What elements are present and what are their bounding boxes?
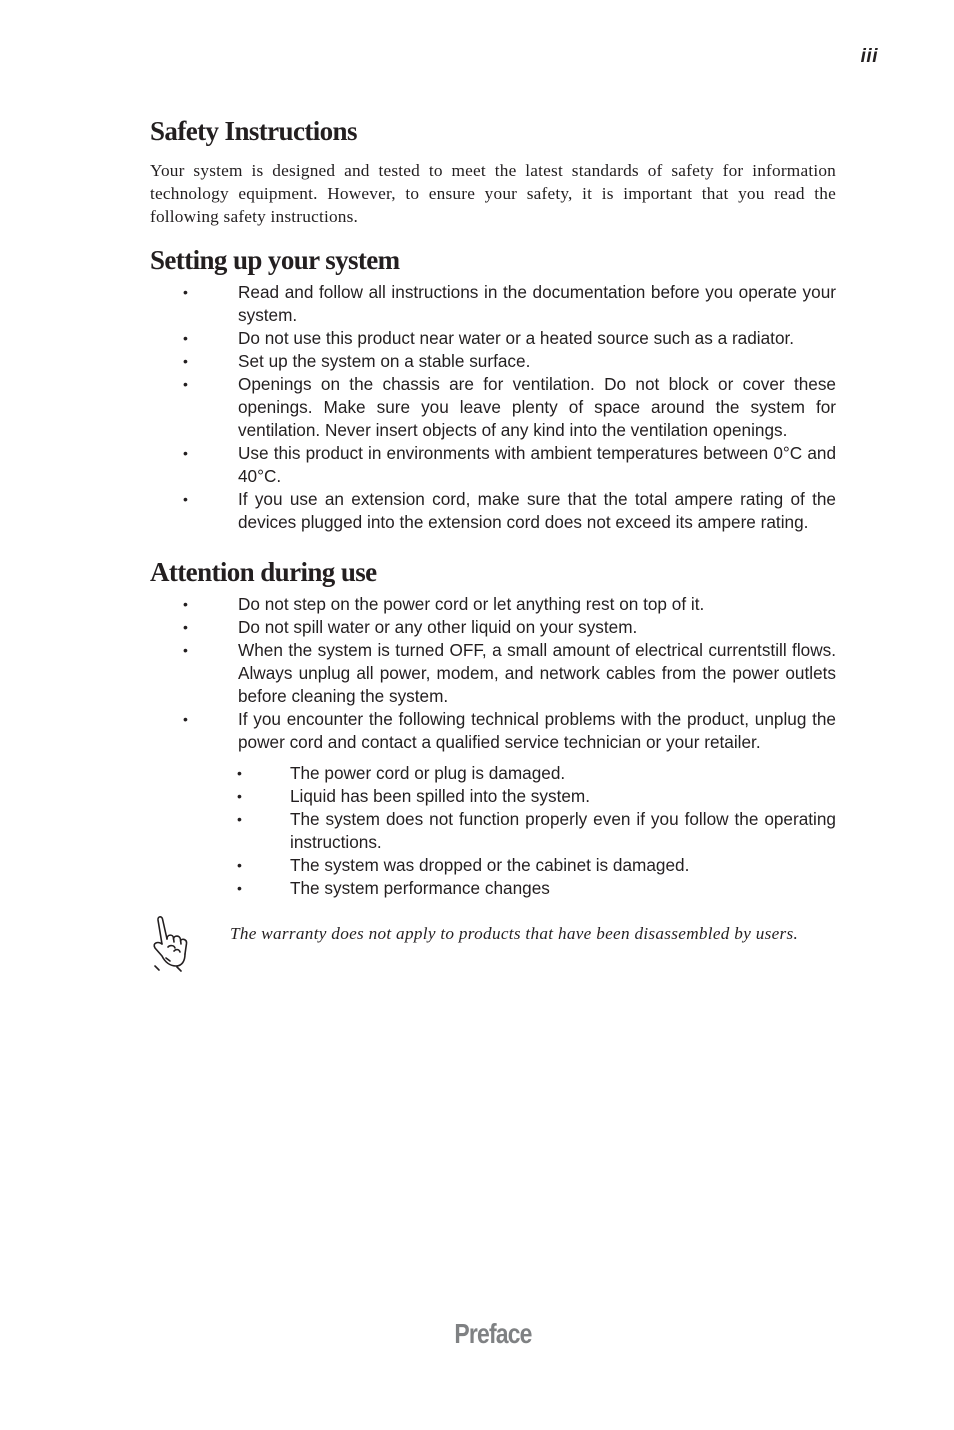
sublist-item: [150, 877, 836, 900]
list-item-text: If you encounter the following technical problems with the product, unplug the power cord and contact a qualified service technician or your retailer.: [238, 709, 836, 752]
list-item-text: Do not step on the power cord or let anything rest on top of it.: [238, 594, 705, 614]
list-item-text: Read and follow all instructions in the documentation before you operate your system.: [238, 282, 836, 325]
sublist-item-text: The system performance changes: [290, 878, 550, 898]
safety-instructions-heading: Safety Instructions: [150, 116, 357, 146]
sublist-item: [150, 785, 836, 808]
warranty-note-text: The warranty does not apply to products that have been disassembled by users.: [230, 924, 799, 943]
list-item: [150, 593, 836, 616]
list-item: [150, 442, 836, 488]
attention-heading: Attention during use: [150, 557, 377, 587]
bullet-icon: •: [183, 711, 188, 727]
sublist-item: [150, 808, 836, 854]
bullet-icon: •: [237, 788, 242, 804]
list-item: [150, 616, 836, 639]
bullet-icon: •: [183, 619, 188, 635]
attention-list: [150, 593, 836, 754]
setup-heading: Setting up your system: [150, 245, 400, 275]
bullet-icon: •: [183, 491, 188, 507]
bullet-icon: •: [183, 642, 188, 658]
list-item: [150, 373, 836, 442]
list-item: [150, 639, 836, 708]
bullet-icon: •: [183, 445, 188, 461]
list-item-text: Do not spill water or any other liquid on your system.: [238, 617, 638, 637]
list-item-text: Set up the system on a stable surface.: [238, 351, 531, 371]
bullet-icon: •: [183, 376, 188, 392]
bullet-icon: •: [183, 330, 188, 346]
page-content: [150, 112, 836, 976]
list-item-text: Use this product in environments with ambient temperatures between 0°C and 40°C.: [238, 443, 836, 486]
sublist-item-text: The power cord or plug is damaged.: [290, 763, 566, 783]
bullet-icon: •: [237, 765, 242, 781]
list-item-text: If you use an extension cord, make sure that the total ampere rating of the devices plugged into the extension cord does not exceed its ampere rating.: [238, 489, 836, 532]
page-number: iii: [860, 46, 878, 67]
bullet-icon: •: [237, 811, 242, 827]
list-item: [150, 350, 836, 373]
safety-intro-paragraph: Your system is designed and tested to meet the latest standards of safety for information technology equipment. However, to ensure your safety, it is important that you read the following safety instructions.: [150, 161, 836, 226]
sublist-item-text: The system was dropped or the cabinet is damaged.: [290, 855, 690, 875]
bullet-icon: •: [237, 880, 242, 896]
setup-list: [150, 281, 836, 534]
problems-sublist: [150, 762, 836, 900]
list-item: [150, 281, 836, 327]
pointing-hand-icon: [146, 914, 196, 972]
sublist-item-text: Liquid has been spilled into the system.: [290, 786, 591, 806]
bullet-icon: •: [183, 284, 188, 300]
list-item: [150, 488, 836, 534]
footer-section-label: Preface: [454, 1318, 532, 1349]
sublist-item: [150, 854, 836, 877]
list-item-text: When the system is turned OFF, a small amount of electrical currentstill flows. Always unplug all power, modem, and network cables from the power outlets before cleaning the system.: [238, 640, 836, 706]
bullet-icon: •: [237, 857, 242, 873]
list-item: [150, 708, 836, 754]
list-item-text: Openings on the chassis are for ventilation. Do not block or cover these openings. Make sure you leave plenty of space around the system for ventilation. Never insert objects of any kind into the ventilation openings.: [238, 374, 836, 440]
bullet-icon: •: [183, 596, 188, 612]
sublist-item-text: The system does not function properly even if you follow the operating instructions.: [290, 809, 836, 852]
list-item-text: Do not use this product near water or a heated source such as a radiator.: [238, 328, 795, 348]
sublist-item: [150, 762, 836, 785]
list-item: [150, 327, 836, 350]
bullet-icon: •: [183, 353, 188, 369]
warranty-note: [150, 912, 836, 976]
